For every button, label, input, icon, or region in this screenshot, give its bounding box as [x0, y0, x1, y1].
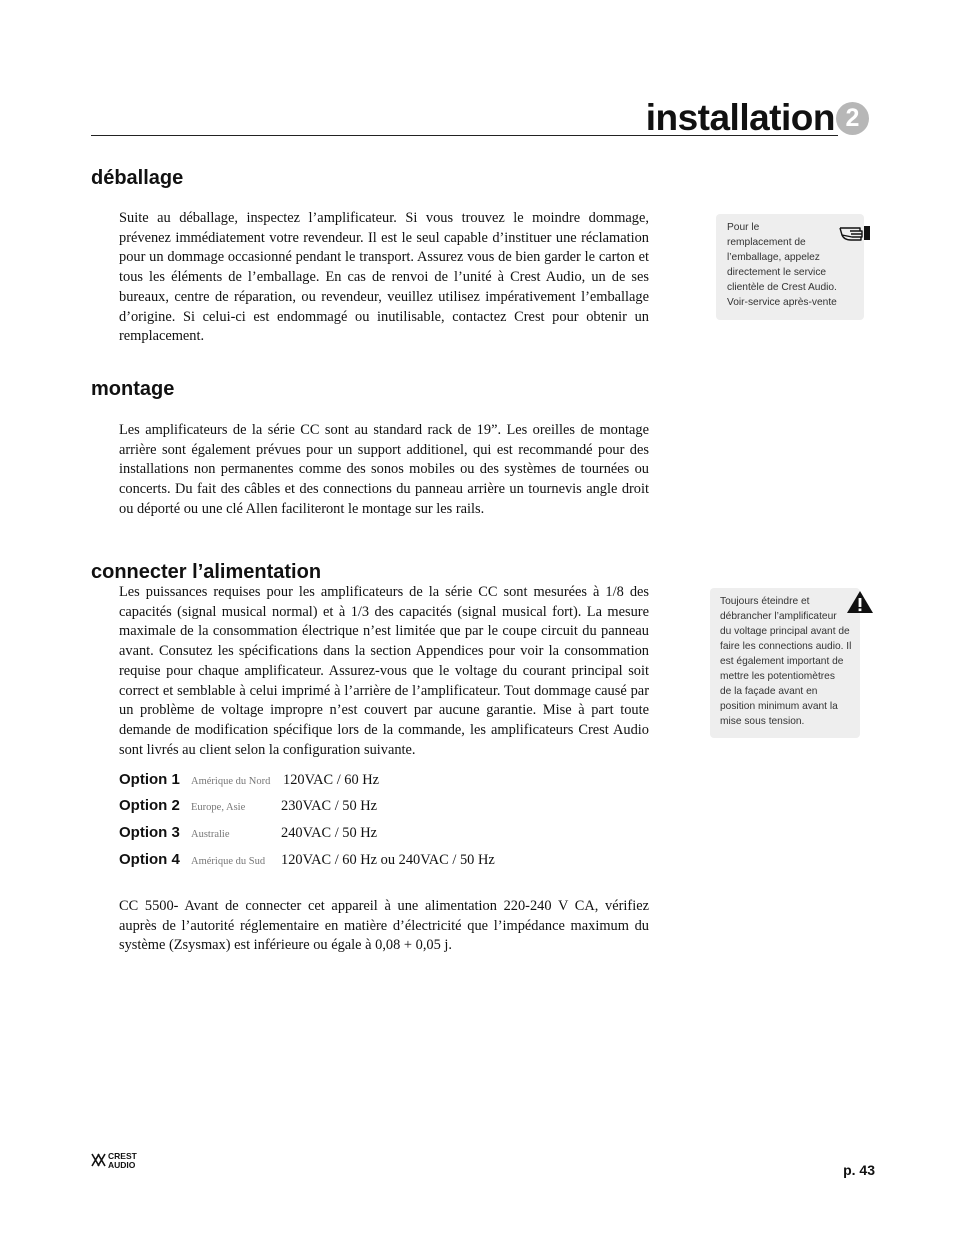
option-voltage: 230VAC / 50 Hz — [281, 798, 378, 814]
option-voltage: 120VAC / 60 Hz — [283, 772, 380, 788]
paragraph-montage: Les amplificateurs de la série CC sont au standard rack de 19”. Les oreilles de montage arrière sont également prévues pour un support additionel, qui est recommandé pour des installations non permanentes comme des sonos mobiles ou des systèmes de tournées ou concerts. Du fait des câbles et des connections du panneau arrière un tournevis angle droit ou déporté ou une clé Allen faciliteront le montage sur les rails. — [119, 422, 649, 517]
sidenote-line: de la façade avant en — [720, 686, 818, 697]
sidenote-packaging-text — [727, 220, 837, 310]
pointing-hand-icon — [838, 222, 874, 242]
sidenote-line: est également important de — [720, 656, 844, 667]
option-voltage: 120VAC / 60 Hz ou 240VAC / 50 Hz — [281, 852, 495, 868]
section-title-deballage: déballage — [91, 167, 184, 189]
chapter-number-badge: 2 — [836, 102, 869, 135]
sidenote-line: débrancher l’amplificateur — [720, 611, 837, 622]
sidenote-line: remplacement de — [727, 237, 806, 248]
option-label: Option 1 — [119, 771, 180, 788]
section-title-alimentation: connecter l’alimentation — [91, 561, 322, 583]
logo-text-crest: CREST — [108, 1151, 137, 1161]
section-title-montage: montage — [91, 378, 175, 400]
sidenote-line: mettre les potentiomètres — [720, 671, 835, 682]
option-region: Europe, Asie — [191, 802, 246, 813]
paragraph-deballage: Suite au déballage, inspectez l’amplificateur. Si vous trouvez le moindre dommage, prévenez immédiatement votre revendeur. Il est le seul capable d’instituer une réclamation pour un dommage occasionné pendant le transport. Assurez vous de bien garder le carton et tous les éléments de l’emballage. En cas de renvoi de l’unité à Crest Audio, un de ses bureaux, centre de réparation, ou revendeur, veuillez utilisez impérativement l’emballage d’origine. Si celui-ci est endommagé ou inutilisable, contactez Crest pour obtenir un remplacement. — [119, 210, 649, 345]
crest-audio-logo — [91, 1150, 161, 1170]
option-voltage: 240VAC / 50 Hz — [281, 825, 378, 841]
option-region: Australie — [191, 829, 230, 840]
sidenote-line: du voltage principal avant de — [720, 626, 850, 637]
option-region: Amérique du Nord — [191, 776, 271, 787]
sidenote-line: l’emballage, appelez — [727, 252, 820, 263]
sidenote-warning-text — [720, 594, 851, 729]
option-label: Option 3 — [119, 824, 180, 841]
option-label: Option 2 — [119, 797, 180, 814]
sidenote-line: position minimum avant la — [720, 701, 838, 712]
sidenote-line: Toujours éteindre et — [720, 596, 810, 607]
sidenote-line: Pour le — [727, 222, 760, 233]
sidenote-line: directement le service — [727, 267, 827, 278]
sidenote-line: Voir-service après-vente — [727, 297, 837, 308]
sidenote-line: faire les connections audio. Il — [720, 641, 852, 652]
paragraph-alimentation: Les puissances requises pour les amplificateurs de la série CC sont mesurées à 1/8 des capacités (signal musical normal) et à 1/3 des capacités (signal musical fort). La mesure maximale de la consommation électrique n’est limitée que par le coupe circuit du panneau avant. Consutez les spécifications dans la section Appendices pour voir la consommation requise pour chaque amplificateur. Assurez-vous que le voltage du courant principal soit correct et semblable à celui imprimé à l’arrière de l’amplificateur. Tout dommage causé par un problème de voltage impropre n’est couvert par aucune garantie. Mise à part toute demande de modification spécifique lors de la commande, les amplificateurs Crest Audio sont livrés au client selon la configuration suivante. — [119, 584, 649, 758]
logo-text-audio: AUDIO — [108, 1160, 136, 1170]
option-label: Option 4 — [119, 851, 180, 868]
option-region: Amérique du Sud — [191, 856, 266, 867]
sidenote-warning — [710, 588, 860, 738]
sidenote-line: clientèle de Crest Audio. — [727, 282, 837, 293]
logo-mark-icon — [91, 1150, 161, 1170]
page-number: p. 43 — [843, 1162, 875, 1178]
warning-triangle-icon — [846, 590, 874, 614]
paragraph-cc5500-note: CC 5500- Avant de connecter cet appareil à une alimentation 220-240 V CA, vérifiez auprès de l’autorité réglementaire en matière d’électricité que l’impédance maximum du système (Zsysmax) est inférieure ou égale à 0,08 + 0,05 j. — [119, 898, 649, 954]
sidenote-line: mise sous tension. — [720, 716, 805, 727]
chapter-title: installation — [645, 97, 835, 138]
